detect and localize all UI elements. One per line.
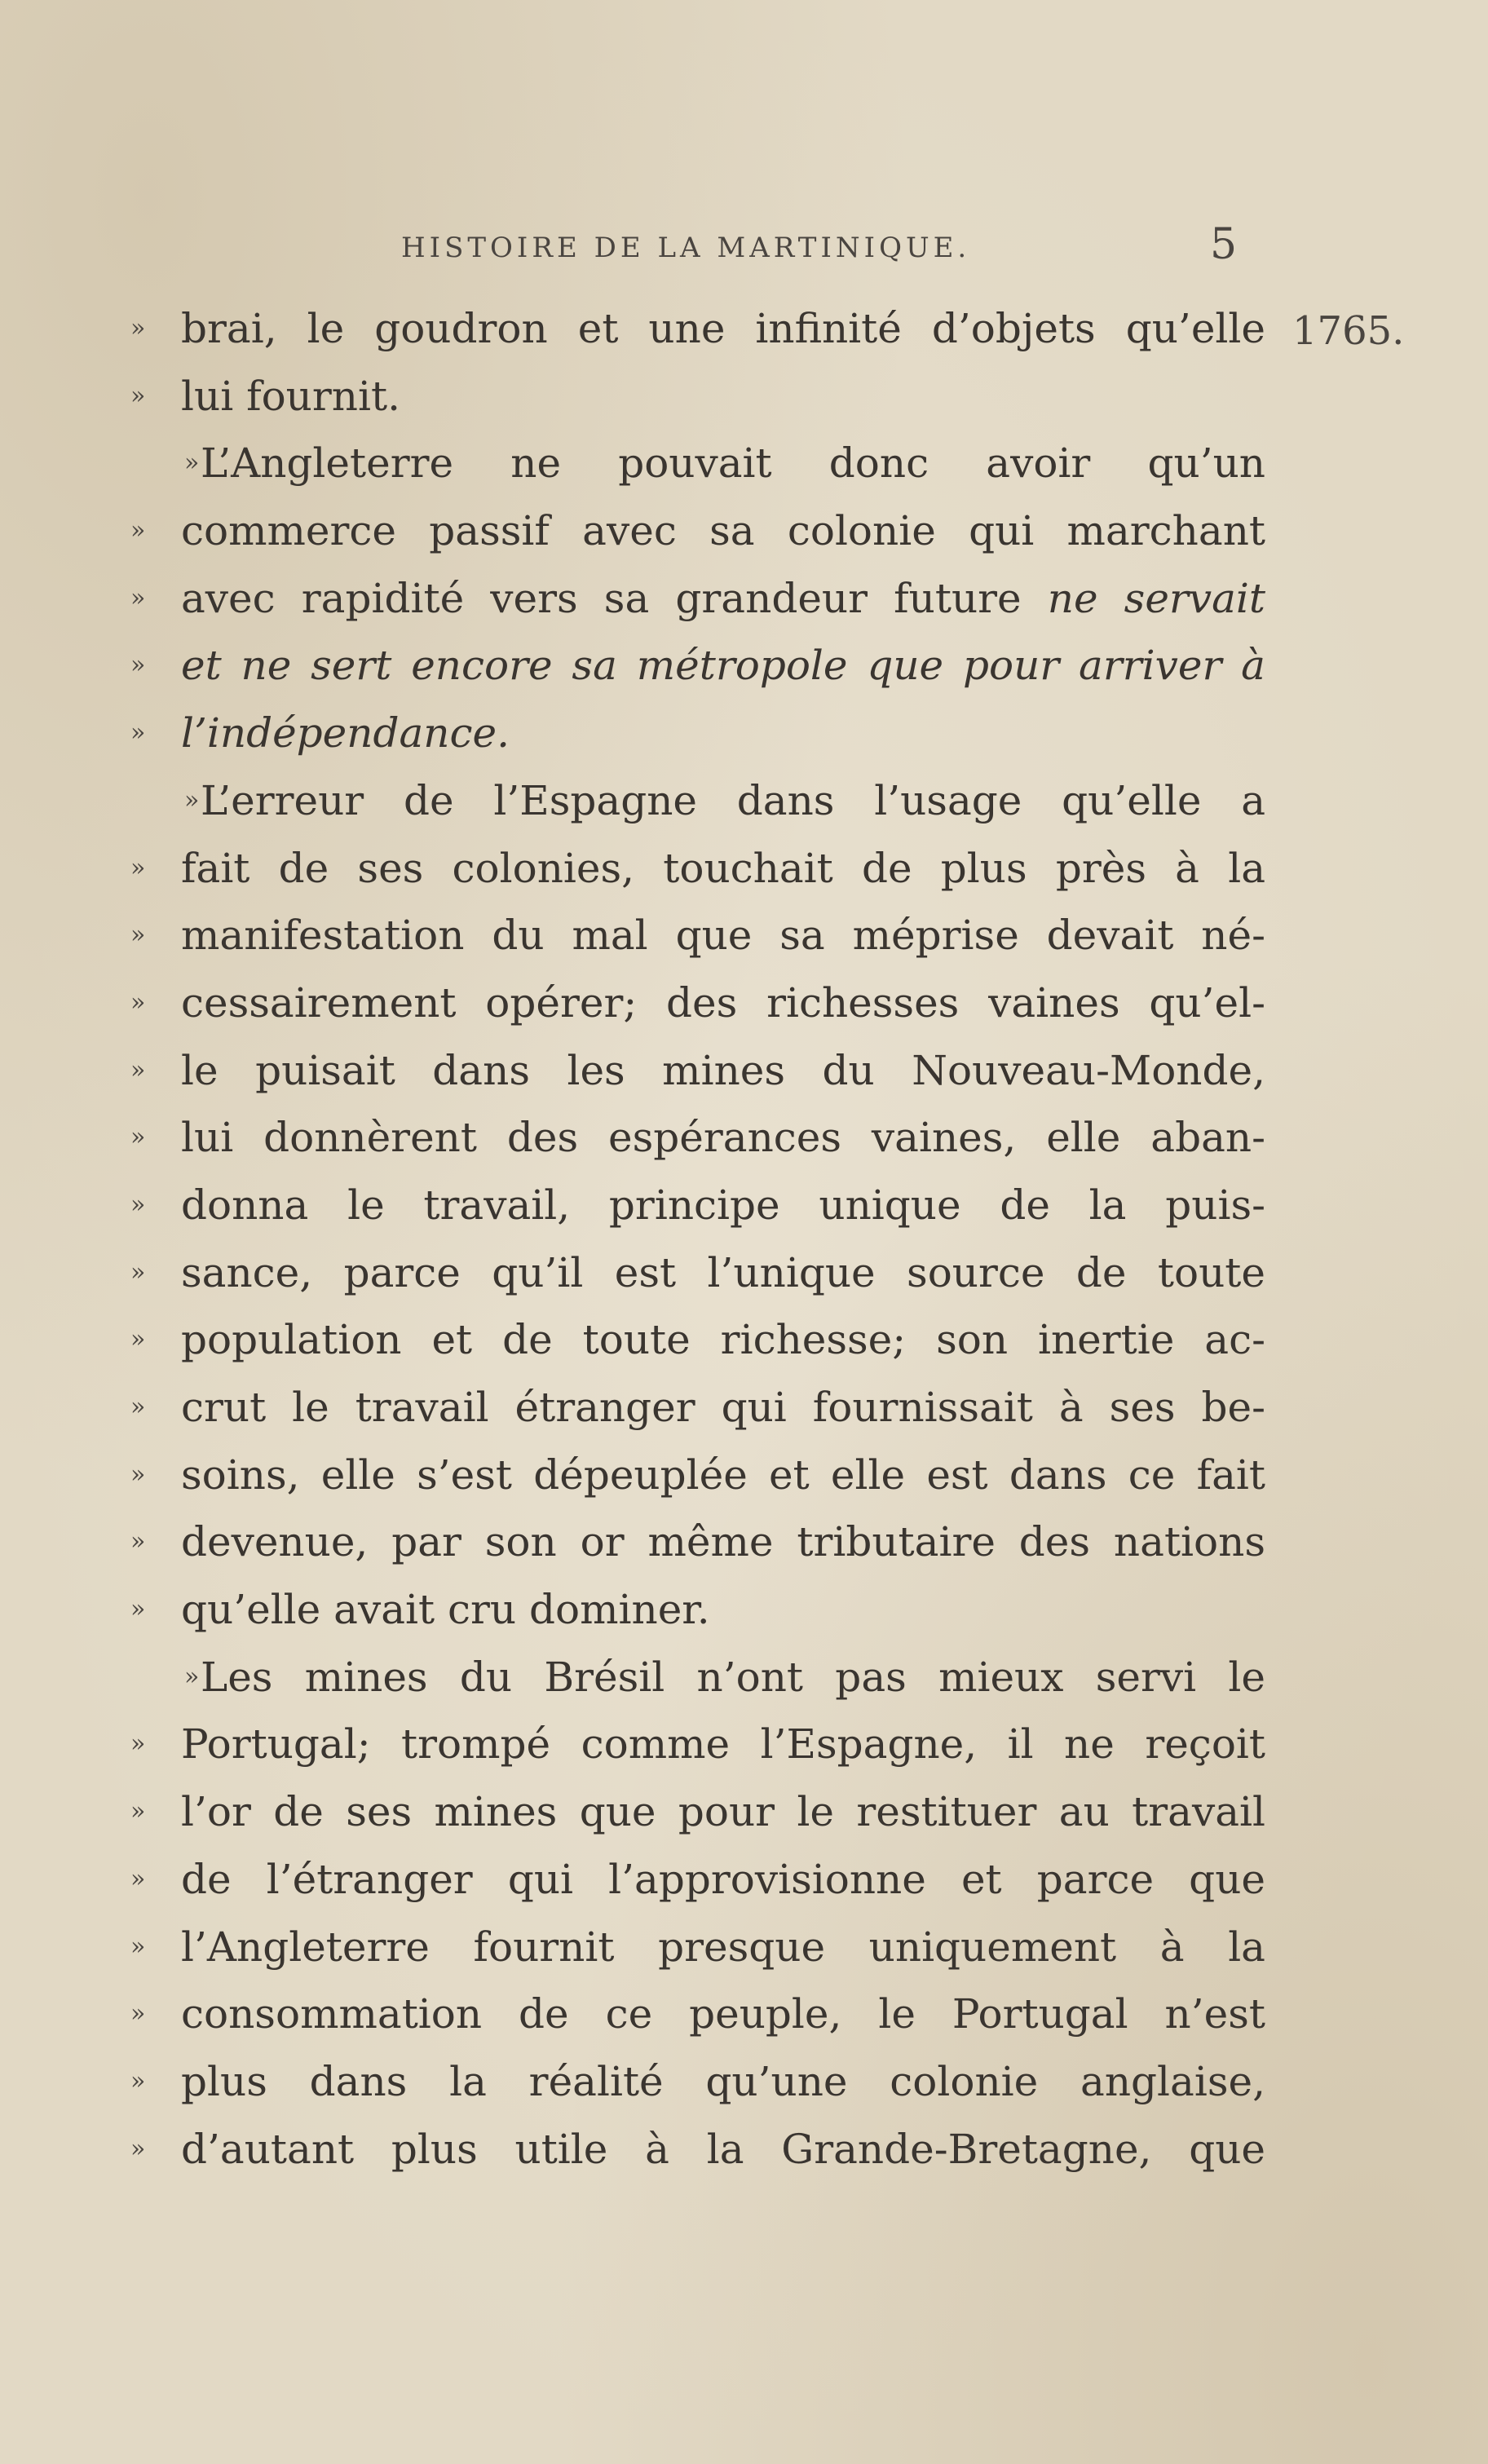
line-roman: avec rapidité vers sa grandeur future xyxy=(181,574,1022,622)
line-italic: et ne sert encore sa métropole que pour arriver à xyxy=(181,642,1265,690)
text-line xyxy=(0,1442,1488,1509)
line-text: donna le travail, principe unique de la puis- xyxy=(181,1181,1265,1229)
line-text: commerce passif avec sa colonie qui marchant xyxy=(181,507,1265,555)
text-line xyxy=(0,835,1488,903)
line-text: devenue, par son or même tributaire des nations xyxy=(181,1518,1265,1566)
line-text: de l’étranger qui l’approvisionne et parce que xyxy=(181,1855,1265,1903)
line-text: brai, le goudron et une infinité d’objets qu’elle xyxy=(181,305,1265,352)
line-text: plus dans la réalité qu’une colonie anglaise, xyxy=(181,2057,1265,2105)
line-text: L’erreur de l’Espagne dans l’usage qu’elle a xyxy=(201,776,1265,824)
guillemet: » xyxy=(130,1595,146,1624)
text-line xyxy=(0,1239,1488,1307)
margin-year-note: 1765. xyxy=(1292,308,1405,354)
guillemet: » xyxy=(130,1325,146,1354)
line-text: l’or de ses mines que pour le restituer au travail xyxy=(181,1788,1265,1836)
guillemet: » xyxy=(130,1190,146,1219)
guillemet: » xyxy=(130,583,146,612)
text-line xyxy=(0,902,1488,969)
text-line xyxy=(0,1037,1488,1105)
text-line xyxy=(0,767,1488,835)
text-line xyxy=(0,1508,1488,1576)
line-text: consommation de ce peuple, le Portugal n’est xyxy=(181,1990,1265,2038)
guillemet: » xyxy=(130,314,146,342)
guillemet: » xyxy=(184,1662,200,1691)
line-text: manifestation du mal que sa méprise devait né- xyxy=(181,912,1265,960)
guillemet: » xyxy=(130,381,146,410)
line-text: lui donnèrent des espérances vaines, elle aban- xyxy=(181,1114,1265,1162)
text-line xyxy=(0,295,1488,363)
line-italic: l’indépendance. xyxy=(181,709,510,757)
guillemet: » xyxy=(130,2134,146,2163)
line-text: l’Angleterre fournit presque uniquement à la xyxy=(181,1923,1265,1971)
text-line xyxy=(0,1644,1488,1711)
line-text: population et de toute richesse; son inertie ac- xyxy=(181,1316,1265,1364)
line-text: Les mines du Brésil n’ont pas mieux servi le xyxy=(201,1653,1265,1701)
text-line xyxy=(0,1778,1488,1846)
guillemet: » xyxy=(130,1729,146,1759)
body-text xyxy=(0,295,1488,2183)
text-line xyxy=(0,363,1488,431)
text-line xyxy=(0,1104,1488,1172)
text-line xyxy=(0,1914,1488,1981)
guillemet: » xyxy=(130,1797,146,1826)
guillemet: » xyxy=(130,1999,146,2029)
line-text: L’Angleterre ne pouvait donc avoir qu’un xyxy=(201,439,1265,488)
guillemet: » xyxy=(130,2066,146,2095)
text-line xyxy=(0,1172,1488,1239)
line-text: qu’elle avait cru dominer. xyxy=(181,1586,710,1634)
line-italic: ne servait xyxy=(1047,574,1265,622)
line-text xyxy=(181,632,1265,700)
line-text: fait de ses colonies, touchait de plus près à la xyxy=(181,844,1265,892)
text-line xyxy=(0,430,1488,497)
text-line xyxy=(0,700,1488,767)
text-line xyxy=(0,2116,1488,2184)
guillemet: » xyxy=(130,718,146,748)
line-text: soins, elle s’est dépeuplée et elle est dans ce fait xyxy=(181,1451,1265,1499)
guillemet: » xyxy=(130,1932,146,1961)
guillemet: » xyxy=(130,921,146,950)
guillemet: » xyxy=(130,1055,146,1084)
text-line xyxy=(0,2048,1488,2116)
guillemet: » xyxy=(130,1459,146,1489)
guillemet: » xyxy=(130,1393,146,1421)
line-text xyxy=(181,565,1265,633)
guillemet: » xyxy=(130,853,146,882)
text-line xyxy=(0,1846,1488,1914)
guillemet: » xyxy=(184,785,200,815)
line-text xyxy=(181,700,510,767)
line-text: d’autant plus utile à la Grande-Bretagne, que xyxy=(181,2125,1265,2173)
line-text: cessairement opérer; des richesses vaines qu’el- xyxy=(181,978,1265,1027)
page-number: 5 xyxy=(1210,220,1238,269)
running-title: HISTOIRE DE LA MARTINIQUE. xyxy=(401,232,971,264)
guillemet: » xyxy=(184,448,200,478)
guillemet: » xyxy=(130,1527,146,1557)
text-line xyxy=(0,969,1488,1037)
text-line xyxy=(0,1576,1488,1644)
guillemet: » xyxy=(130,987,146,1017)
text-line xyxy=(0,497,1488,565)
line-text: sance, parce qu’il est l’unique source de toute xyxy=(181,1248,1265,1296)
guillemet: » xyxy=(130,516,146,545)
line-text: le puisait dans les mines du Nouveau-Monde, xyxy=(181,1046,1265,1094)
running-head xyxy=(0,220,1488,277)
line-text: crut le travail étranger qui fournissait à ses be- xyxy=(181,1384,1265,1431)
text-line xyxy=(0,1980,1488,2048)
guillemet: » xyxy=(130,1864,146,1893)
guillemet: » xyxy=(130,1257,146,1287)
guillemet: » xyxy=(130,651,146,680)
line-text: Portugal; trompé comme l’Espagne, il ne reçoit xyxy=(181,1720,1265,1769)
line-text: lui fournit. xyxy=(181,372,400,420)
guillemet: » xyxy=(130,1123,146,1152)
text-line xyxy=(0,1306,1488,1374)
text-line xyxy=(0,632,1488,700)
text-line xyxy=(0,1374,1488,1442)
text-line xyxy=(0,1711,1488,1778)
text-line xyxy=(0,565,1488,633)
